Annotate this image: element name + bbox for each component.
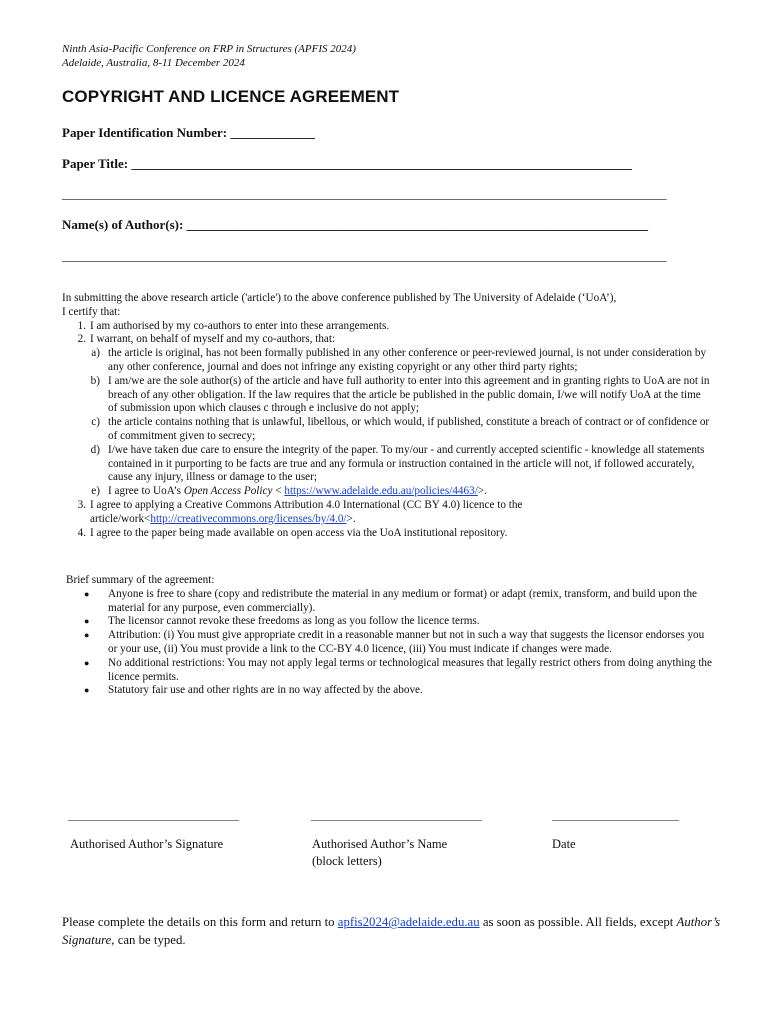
bullet-icon: ●: [84, 588, 90, 599]
bullet-icon: ●: [84, 685, 90, 696]
bullet-icon: ●: [84, 657, 90, 668]
paper-id-field[interactable]: Paper Identification Number: _____________: [62, 125, 315, 140]
item-1: 1. I am authorised by my co-authors to enter into these arrangements.: [77, 319, 390, 332]
signature-line[interactable]: _______________________________: [68, 808, 239, 822]
return-instructions: Please complete the details on this form and return to apfis2024@adelaide.edu.au as soon as possible. All fields, except Author’s Signature, can be typed.: [62, 915, 721, 947]
summary-bullet: ● Attribution: (i) You must give appropriate credit in a reasonable manner but not in such a way that suggests the licensor endorses you or your use, (ii) You must provide a link to the CC-BY 4.0 licence, (iii) You must indicate if changes were made.: [84, 629, 705, 655]
date-line[interactable]: _______________________: [552, 808, 679, 822]
item-2d: d) I/we have taken due care to ensure the integrity of the paper. To my/our - and currently accepted scientific - knowledge all statements contained in it purporting to be facts are true and any formula or instruction contained in the article will not, if followed accurately, cause any injury, illness or damage to the user;: [90, 443, 705, 484]
item-4: 4. I agree to the paper being made available on open access via the UoA institutional repository.: [77, 526, 508, 539]
summary-bullet: ● No additional restrictions: You may not apply legal terms or technological measures that legally restrict others from doing anything the licence permits.: [84, 656, 712, 683]
bullet-icon: ●: [84, 630, 90, 641]
item-2c: c) the article contains nothing that is unlawful, libellous, or which would, if published, constitute a breach of contract or of confidence or of commitment given to secrecy;: [91, 416, 710, 442]
item-2a: a) the article is original, has not been formally published in any other conference or peer-reviewed journal, is not under consideration by any other conference, journal and does not infringe any existing copyright or any other third party rights;: [91, 347, 707, 373]
intro-line: In submitting the above research article ('article') to the above conference published by The University of Adelaide (‘UoA’),: [62, 292, 617, 304]
item-2: 2. I warrant, on behalf of myself and my co-authors, that:: [77, 333, 336, 346]
name-label: Authorised Author’s Name (block letters): [312, 837, 448, 868]
conference-location: Adelaide, Australia, 8-11 December 2024: [62, 57, 245, 69]
summary-bullet: ● Statutory fair use and other rights are in no way affected by the above.: [84, 684, 423, 697]
date-label: Date: [552, 837, 576, 851]
bullet-icon: ●: [84, 616, 90, 627]
item-2e: e) I agree to UoA’s Open Access Policy < https://www.adelaide.edu.au/policies/4463/>.: [91, 485, 487, 498]
agreement-terms: [62, 292, 712, 540]
intro-line-2: I certify that:: [62, 305, 121, 318]
name-line[interactable]: _______________________________: [311, 808, 482, 822]
summary-bullet: ● The licensor cannot revoke these freedoms as long as you follow the licence terms.: [84, 615, 480, 628]
summary-heading: Brief summary of the agreement:: [66, 574, 215, 586]
email-link[interactable]: apfis2024@adelaide.edu.au: [337, 915, 480, 929]
open-access-policy-label: Open Access Policy: [183, 485, 273, 498]
paper-title-field[interactable]: Paper Title: _____________________________________________________________________________: [62, 156, 632, 171]
cc-licence-link[interactable]: http://creativecommons.org/licenses/by/4.0/: [150, 512, 347, 525]
policy-link[interactable]: https://www.adelaide.edu.au/policies/4463/: [284, 485, 478, 498]
paper-title-line-2[interactable]: _____________________________________________________________________________________________: [62, 186, 667, 201]
agreement-summary: [66, 574, 716, 698]
item-3: 3. I agree to applying a Creative Commons Attribution 4.0 International (CC BY 4.0) licence to the article/work<http://creativecommons.org/licenses/by/4.0/>.: [77, 498, 523, 525]
conference-header: [62, 42, 356, 70]
conference-name: Ninth Asia-Pacific Conference on FRP in Structures (APFIS 2024): [62, 43, 356, 55]
item-2b: b) I am/we are the sole author(s) of the article and have full authority to enter into this agreement and in granting rights to UoA are not in breach of any other obligation. If the law requires that the article be published in the public domain, I/we will notify UoA at the time of submission upon which clauses c through e inclusive do not apply;: [90, 374, 710, 415]
authors-line-2[interactable]: _____________________________________________________________________________________________: [62, 248, 667, 263]
document-title: COPYRIGHT AND LICENCE AGREEMENT: [62, 87, 400, 106]
summary-bullet: ● Anyone is free to share (copy and redistribute the material in any medium or format) or adapt (remix, transform, and build upon the material for any purpose, even commercially).: [84, 587, 698, 614]
authors-field[interactable]: Name(s) of Author(s): _______________________________________________________________________: [62, 217, 649, 232]
signature-label: Authorised Author’s Signature: [70, 837, 224, 851]
